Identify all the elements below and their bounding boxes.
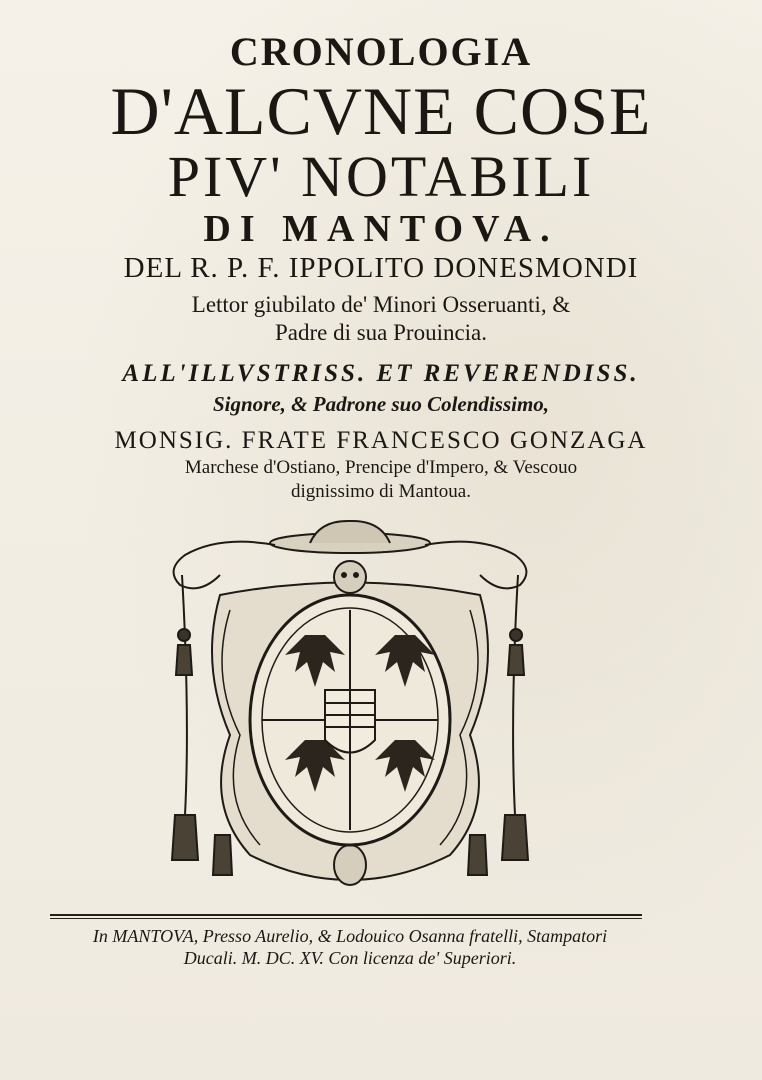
recipient-title-2: dignissimo di Mantoua. [291,481,471,502]
rule-bottom [50,918,642,919]
coat-of-arms-illustration [160,515,540,910]
author-title-1: Lettor giubilato de' Minori Osseruanti, & [191,292,571,317]
dedication-recipient: MONSIG. FRATE FRANCESCO GONZAGA [114,427,648,454]
recipient-title-1: Marchese d'Ostiano, Prencipe d'Impero, & Vescouo [184,457,578,478]
title-line-4: DI MANTOVA. [203,208,559,250]
title-line-3: PIV' NOTABILI [167,144,595,209]
title-line-1: CRONOLOGIA [229,29,533,74]
author-name: DEL R. P. F. IPPOLITO DONESMONDI [123,252,639,284]
imprint-line-1: In MANTOVA, Presso Aurelio, & Lodouico Osanna fratelli, Stampatori [92,926,608,946]
author-title-2: Padre di sua Prouincia. [274,320,488,345]
title-line-2: D'ALCVNE COSE [110,73,652,149]
dedication-line-2: Signore, & Padrone suo Colendissimo, [212,392,550,416]
rule-top [50,914,642,916]
imprint-line-2: Ducali. M. DC. XV. Con licenza de' Superiori. [183,948,517,968]
dedication-line-1: ALL'ILLVSTRISS. ET REVERENDISS. [122,360,640,387]
